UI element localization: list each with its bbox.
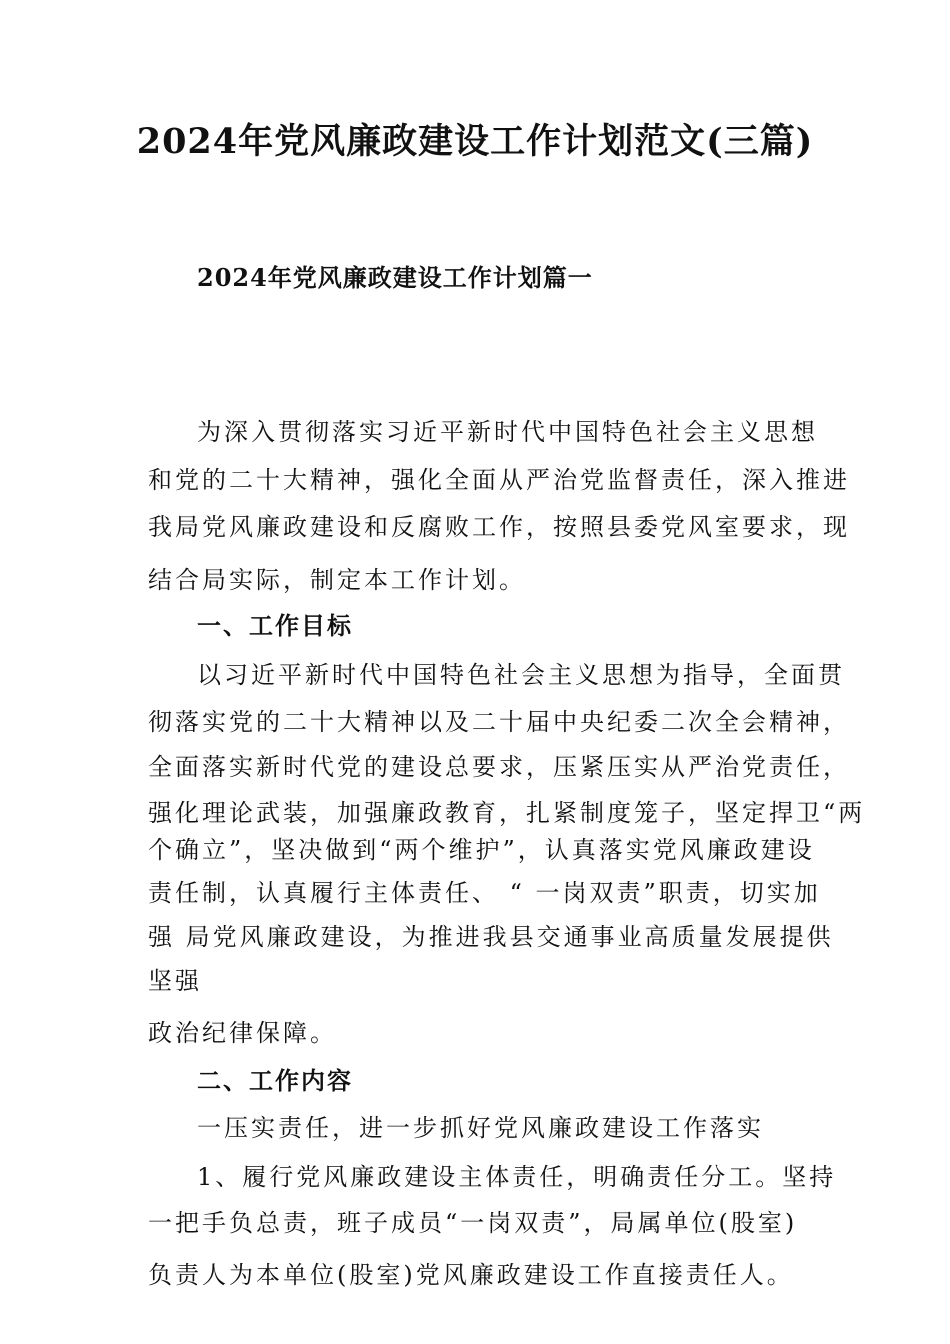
document-subtitle: 2024年党风廉政建设工作计划篇一 <box>197 263 593 292</box>
intro-line: 结合局实际，制定本工作计划。 <box>148 566 526 594</box>
paragraph-line: 全面落实新时代党的建设总要求，压紧压实从严治党责任， <box>148 753 850 781</box>
paragraph-line: 强化理论武装，加强廉政教育，扎紧制度笼子，坚定捍卫“两 <box>148 799 866 827</box>
paragraph-line: 坚强 <box>148 967 202 995</box>
intro-line: 为深入贯彻落实习近平新时代中国特色社会主义思想 <box>197 418 818 446</box>
section-heading-content: 二、工作内容 <box>197 1066 353 1095</box>
paragraph-line: 以习近平新时代中国特色社会主义思想为指导，全面贯 <box>197 661 845 689</box>
paragraph-line: 强 局党风廉政建设，为推进我县交通事业高质量发展提供 <box>148 923 834 951</box>
paragraph-line: 负责人为本单位(股室)党风廉政建设工作直接责任人。 <box>148 1261 794 1289</box>
paragraph-line: 一把手负总责，班子成员“一岗双责”，局属单位(股室) <box>148 1209 798 1237</box>
intro-line: 我局党风廉政建设和反腐败工作，按照县委党风室要求，现 <box>148 513 850 541</box>
document-title: 2024年党风廉政建设工作计划范文(三篇) <box>136 121 814 162</box>
section-heading-goals: 一、工作目标 <box>197 611 353 640</box>
intro-line: 和党的二十大精神，强化全面从严治党监督责任，深入推进 <box>148 466 850 494</box>
paragraph-line: 一压实责任，进一步抓好党风廉政建设工作落实 <box>197 1114 764 1142</box>
paragraph-line: 1、履行党风廉政建设主体责任，明确责任分工。坚持 <box>197 1163 837 1191</box>
paragraph-line: 责任制，认真履行主体责任、 “ 一岗双责”职责，切实加 <box>148 879 821 907</box>
paragraph-line: 彻落实党的二十大精神以及二十届中央纪委二次全会精神， <box>148 708 850 736</box>
paragraph-line: 政治纪律保障。 <box>148 1019 337 1047</box>
paragraph-line: 个确立”，坚决做到“两个维护”，认真落实党风廉政建设 <box>148 836 815 864</box>
